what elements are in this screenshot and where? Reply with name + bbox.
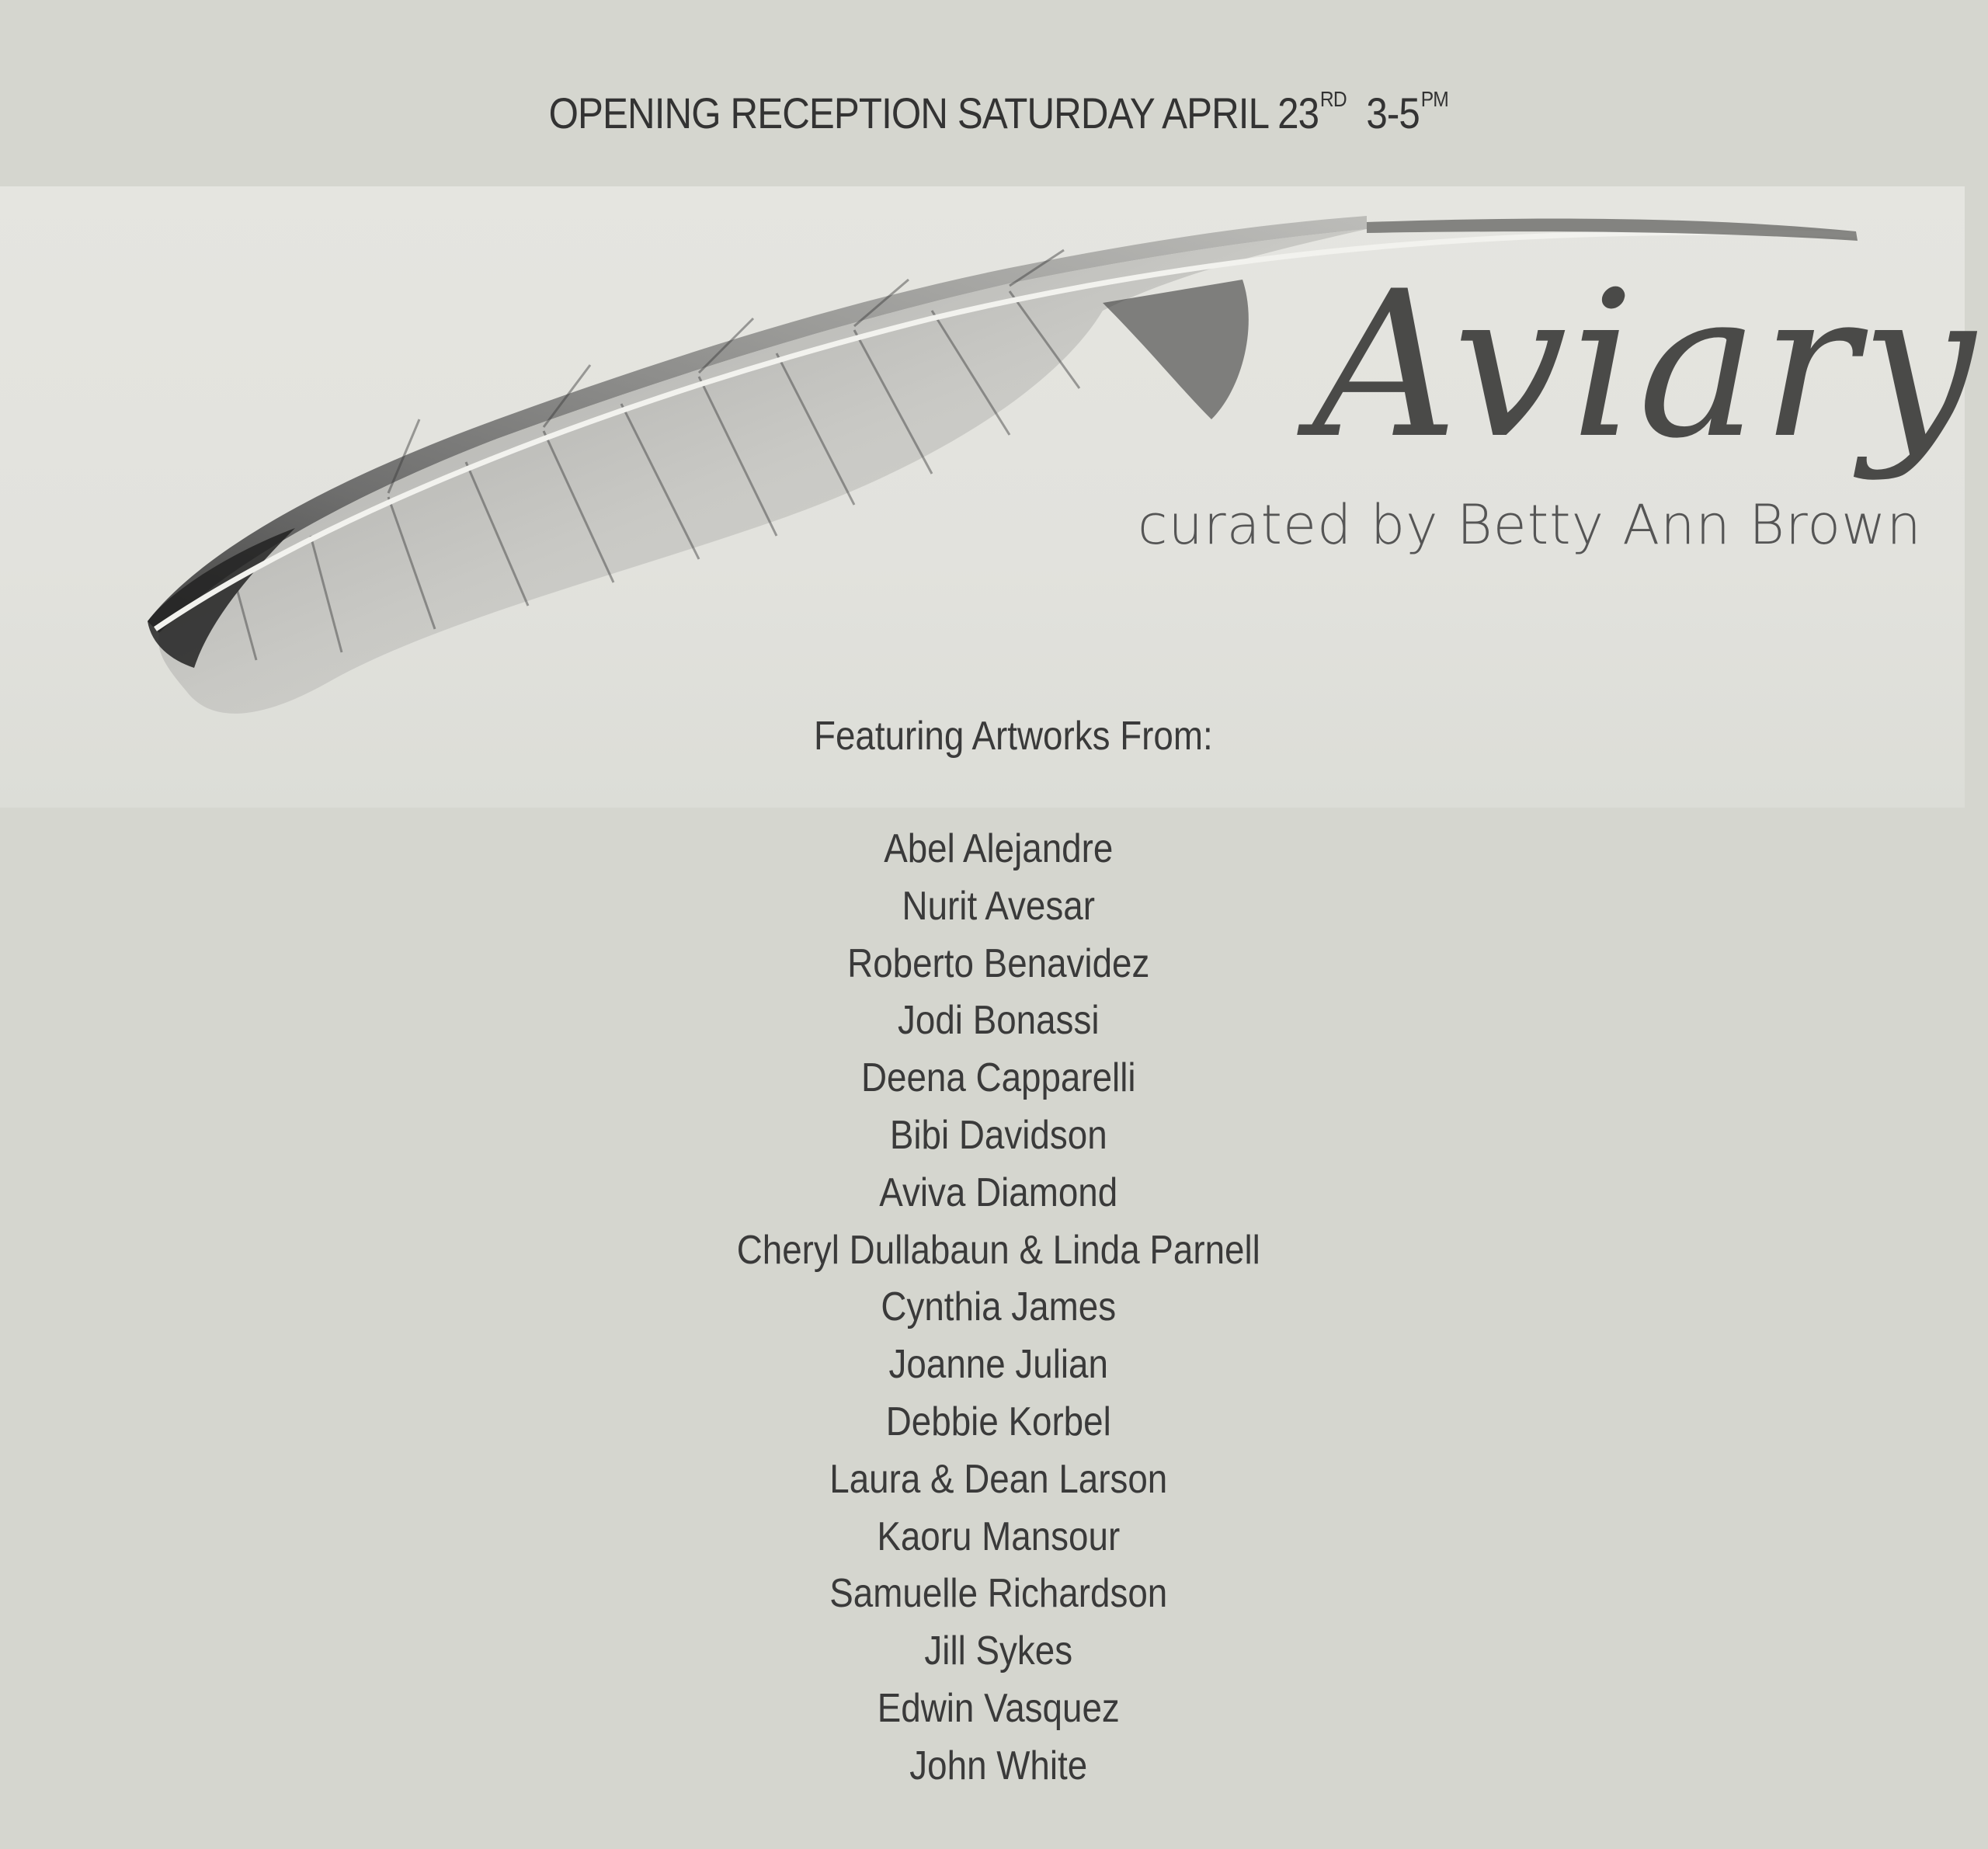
artist-name: Roberto Benavidez — [847, 940, 1150, 986]
artist-name: Nurit Avesar — [902, 883, 1095, 929]
artist-name: Debbie Korbel — [885, 1399, 1111, 1444]
artist-name: Jill Sykes — [924, 1628, 1073, 1674]
artist-name: John White — [909, 1743, 1088, 1788]
featuring-heading: Featuring Artworks From: — [814, 714, 1213, 759]
artist-name: Deena Capparelli — [860, 1055, 1136, 1101]
artist-name: Cheryl Dullabaun & Linda Parnell — [736, 1227, 1260, 1273]
artist-name: Laura & Dean Larson — [829, 1456, 1168, 1502]
artist-name: Kaoru Mansour — [877, 1514, 1121, 1559]
reception-time: 3-5 — [1366, 89, 1420, 137]
artist-name: Jodi Bonassi — [898, 998, 1100, 1044]
reception-label: OPENING RECEPTION SATURDAY APRIL 23 — [548, 89, 1319, 137]
time-suffix: PM — [1420, 87, 1448, 111]
date-suffix: RD — [1319, 87, 1347, 111]
exhibition-title: Aviary — [1312, 249, 1979, 483]
artist-name: Cynthia James — [881, 1284, 1117, 1330]
artist-name: Bibi Davidson — [889, 1112, 1107, 1158]
curator-credit: curated by Betty Ann Brown — [1138, 493, 1922, 557]
artist-name: Joanne Julian — [888, 1342, 1108, 1388]
artist-name: Abel Alejandre — [884, 826, 1114, 871]
hero-banner — [0, 186, 1979, 808]
artist-name: Samuelle Richardson — [829, 1571, 1168, 1617]
artist-list — [0, 820, 1988, 1795]
reception-line — [123, 87, 1873, 138]
artist-name: Aviva Diamond — [879, 1170, 1118, 1215]
artist-name: Edwin Vasquez — [877, 1685, 1120, 1731]
